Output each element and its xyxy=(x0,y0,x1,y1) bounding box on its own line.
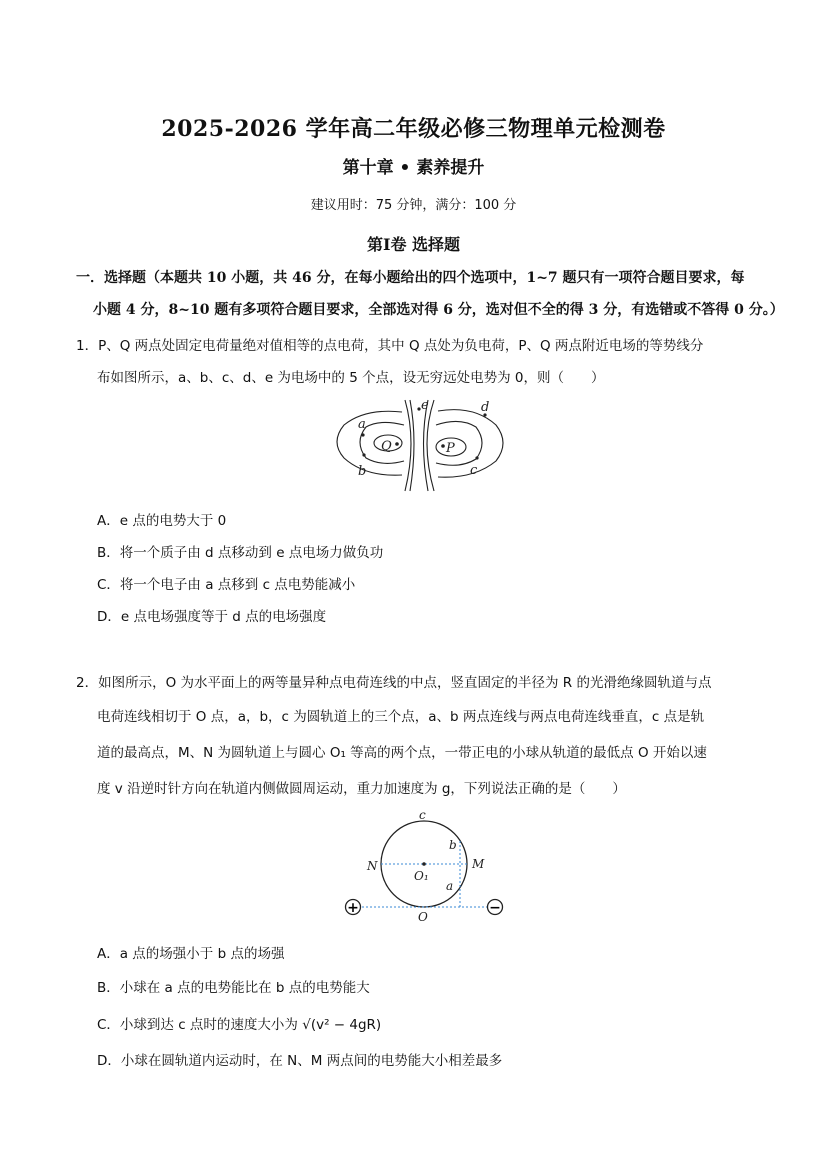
section-title: 第Ⅰ卷 选择题 xyxy=(366,235,461,254)
point-b xyxy=(362,453,365,456)
chapter-subtitle: 第十章 • 素养提升 xyxy=(342,158,485,178)
label-b: b xyxy=(449,838,457,852)
minus-sign: − xyxy=(489,900,501,916)
question-1-line-1: 1．P、Q 两点处固定电荷量绝对值相等的点电荷，其中 Q 点处为负电荷，P、Q 两点附近电场的等势线分 xyxy=(76,338,704,354)
point-a xyxy=(361,433,364,436)
label-o: O xyxy=(418,910,428,924)
label-d: d xyxy=(481,400,490,415)
p-middle-curve xyxy=(436,421,482,465)
label-c: c xyxy=(419,810,426,822)
question-2-line-3: 道的最高点，M、N 为圆轨道上与圆心 O₁ 等高的两个点，一带正电的小球从轨道的最低点 O 开始以速 xyxy=(97,745,707,761)
point-p-charge xyxy=(441,444,445,448)
question-2-option-c: C．小球到达 c 点时的速度大小为 √(v² − 4gR) xyxy=(97,1017,382,1033)
circular-track-figure xyxy=(338,810,508,925)
question-1-option-d: D．e 点电场强度等于 d 点的电场强度 xyxy=(97,609,327,625)
page-title: 2025-2026 学年高二年级必修三物理单元检测卷 xyxy=(161,116,666,142)
question-2-option-b: B．小球在 a 点的电势能比在 b 点的电势能大 xyxy=(97,980,370,996)
question-2-option-d: D．小球在圆轨道内运动时，在 N、M 两点间的电势能大小相差最多 xyxy=(97,1053,503,1069)
label-n: N xyxy=(367,859,378,873)
label-m: M xyxy=(472,857,485,871)
question-1-option-b: B．将一个质子由 d 点移动到 e 点电场力做负功 xyxy=(97,545,384,561)
time-info: 建议用时：75 分钟，满分：100 分 xyxy=(310,198,517,213)
q-outer-curve xyxy=(337,411,402,475)
question-2-line-1: 2．如图所示，O 为水平面上的两等量异种点电荷连线的中点，竖直固定的半径为 R 的光滑绝缘圆轨道与点 xyxy=(76,675,712,691)
point-c xyxy=(475,456,478,459)
equipotential-figure xyxy=(320,395,520,495)
question-2-line-2: 电荷连线相切于 O 点，a，b，c 为圆轨道上的三个点，a、b 两点连线与两点电荷连线垂直，c 点是轨 xyxy=(97,709,705,725)
instructions-line-1: 一．选择题（本题共 10 小题，共 46 分，在每小题给出的四个选项中，1~7 题只有一项符合题目要求，每 xyxy=(76,270,745,286)
label-c: c xyxy=(470,463,478,478)
point-q-charge xyxy=(395,442,399,446)
label-a: a xyxy=(358,417,366,432)
label-o1: O₁ xyxy=(414,869,429,883)
question-2-line-4: 度 v 沿逆时针方向在轨道内侧做圆周运动，重力加速度为 g，下列说法正确的是（ ） xyxy=(97,781,626,797)
question-2-option-a: A．a 点的场强小于 b 点的场强 xyxy=(97,946,285,962)
instructions-line-2: 小题 4 分，8~10 题有多项符合题目要求，全部选对得 6 分，选对但不全的得 3 分，有选错或不答得 0 分。） xyxy=(93,302,784,318)
question-1-line-2: 布如图所示，a、b、c、d、e 为电场中的 5 个点，设无穷远处电势为 0，则（ ） xyxy=(97,370,605,386)
center-curve-left-outer xyxy=(405,400,411,491)
label-e: e xyxy=(421,398,429,413)
label-q: Q xyxy=(381,439,392,454)
question-1-option-a: A．e 点的电势大于 0 xyxy=(97,513,227,529)
question-1-option-c: C．将一个电子由 a 点移到 c 点电势能减小 xyxy=(97,577,356,593)
label-a: a xyxy=(446,879,454,893)
center-curve-right-outer xyxy=(427,400,434,491)
plus-sign: + xyxy=(347,900,359,916)
label-b: b xyxy=(358,464,367,479)
center-point xyxy=(422,862,426,866)
label-p: P xyxy=(446,441,455,456)
